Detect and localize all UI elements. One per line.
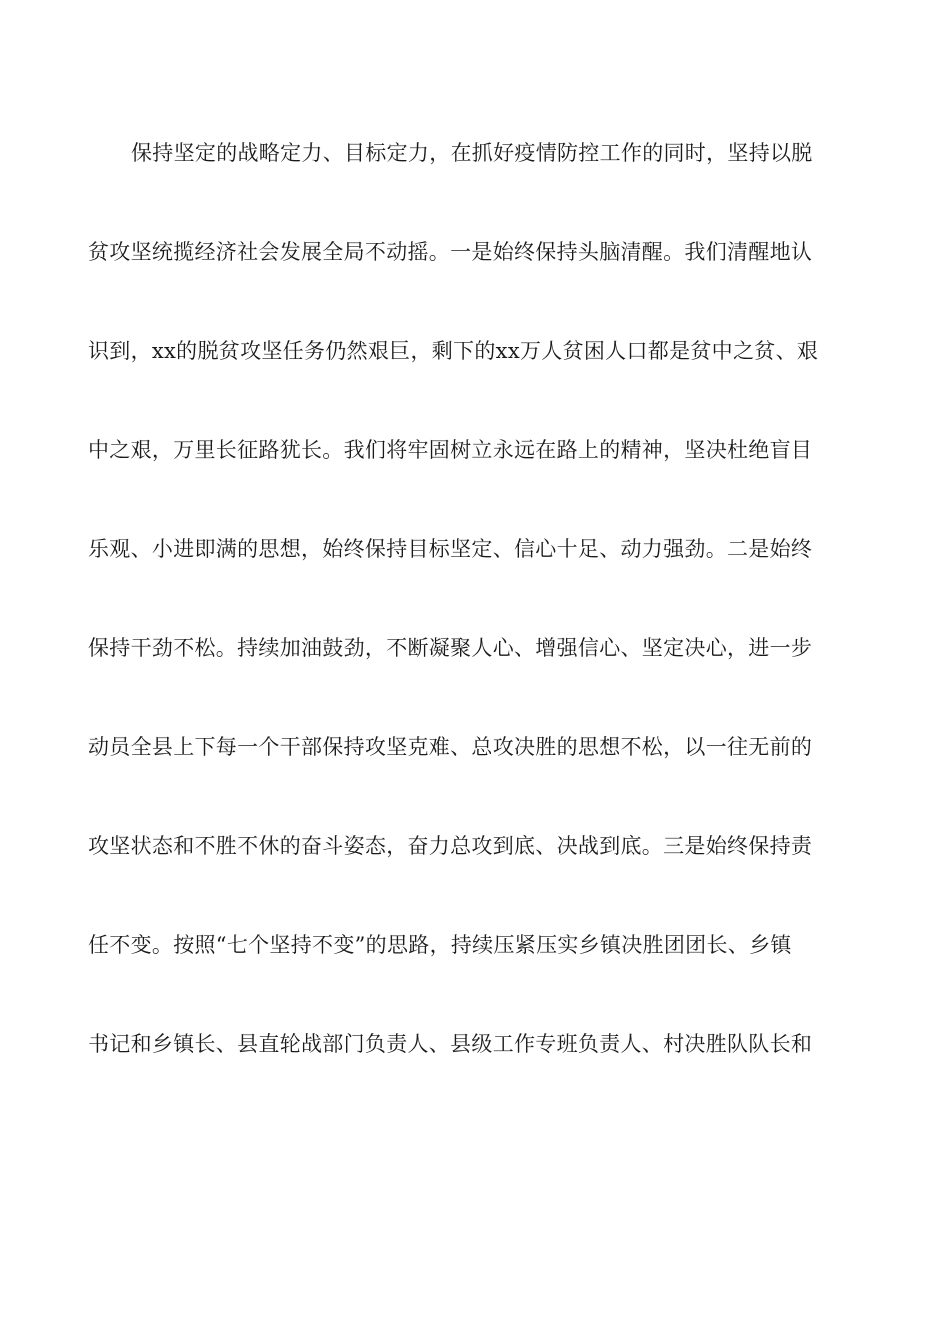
paragraph-line-5: 乐观、小进即满的思想，始终保持目标坚定、信心十足、动力强劲。二是始终: [88, 537, 813, 561]
paragraph-line-7: 动员全县上下每一个干部保持攻坚克难、总攻决胜的思想不松，以一往无前的: [88, 735, 813, 759]
paragraph-line-4: 中之艰，万里长征路犹长。我们将牢固树立永远在路上的精神，坚决杜绝盲目: [88, 438, 813, 462]
paragraph-line-1: 保持坚定的战略定力、目标定力，在抓好疫情防控工作的同时，坚持以脱: [131, 141, 813, 165]
body-paragraph: [88, 128, 868, 1118]
paragraph-line-9: 任不变。按照“七个坚持不变”的思路，持续压紧压实乡镇决胜团团长、乡镇: [88, 933, 792, 957]
paragraph-line-3: 识到，xx的脱贫攻坚任务仍然艰巨，剩下的xx万人贫困人口都是贫中之贫、艰: [88, 339, 819, 363]
paragraph-line-10: 书记和乡镇长、县直轮战部门负责人、县级工作专班负责人、村决胜队队长和: [88, 1032, 813, 1056]
paragraph-line-8: 攻坚状态和不胜不休的奋斗姿态，奋力总攻到底、决战到底。三是始终保持责: [88, 834, 813, 858]
paragraph-line-2: 贫攻坚统揽经济社会发展全局不动摇。一是始终保持头脑清醒。我们清醒地认: [88, 240, 813, 264]
paragraph-line-6: 保持干劲不松。持续加油鼓劲，不断凝聚人心、增强信心、坚定决心，进一步: [88, 636, 813, 660]
